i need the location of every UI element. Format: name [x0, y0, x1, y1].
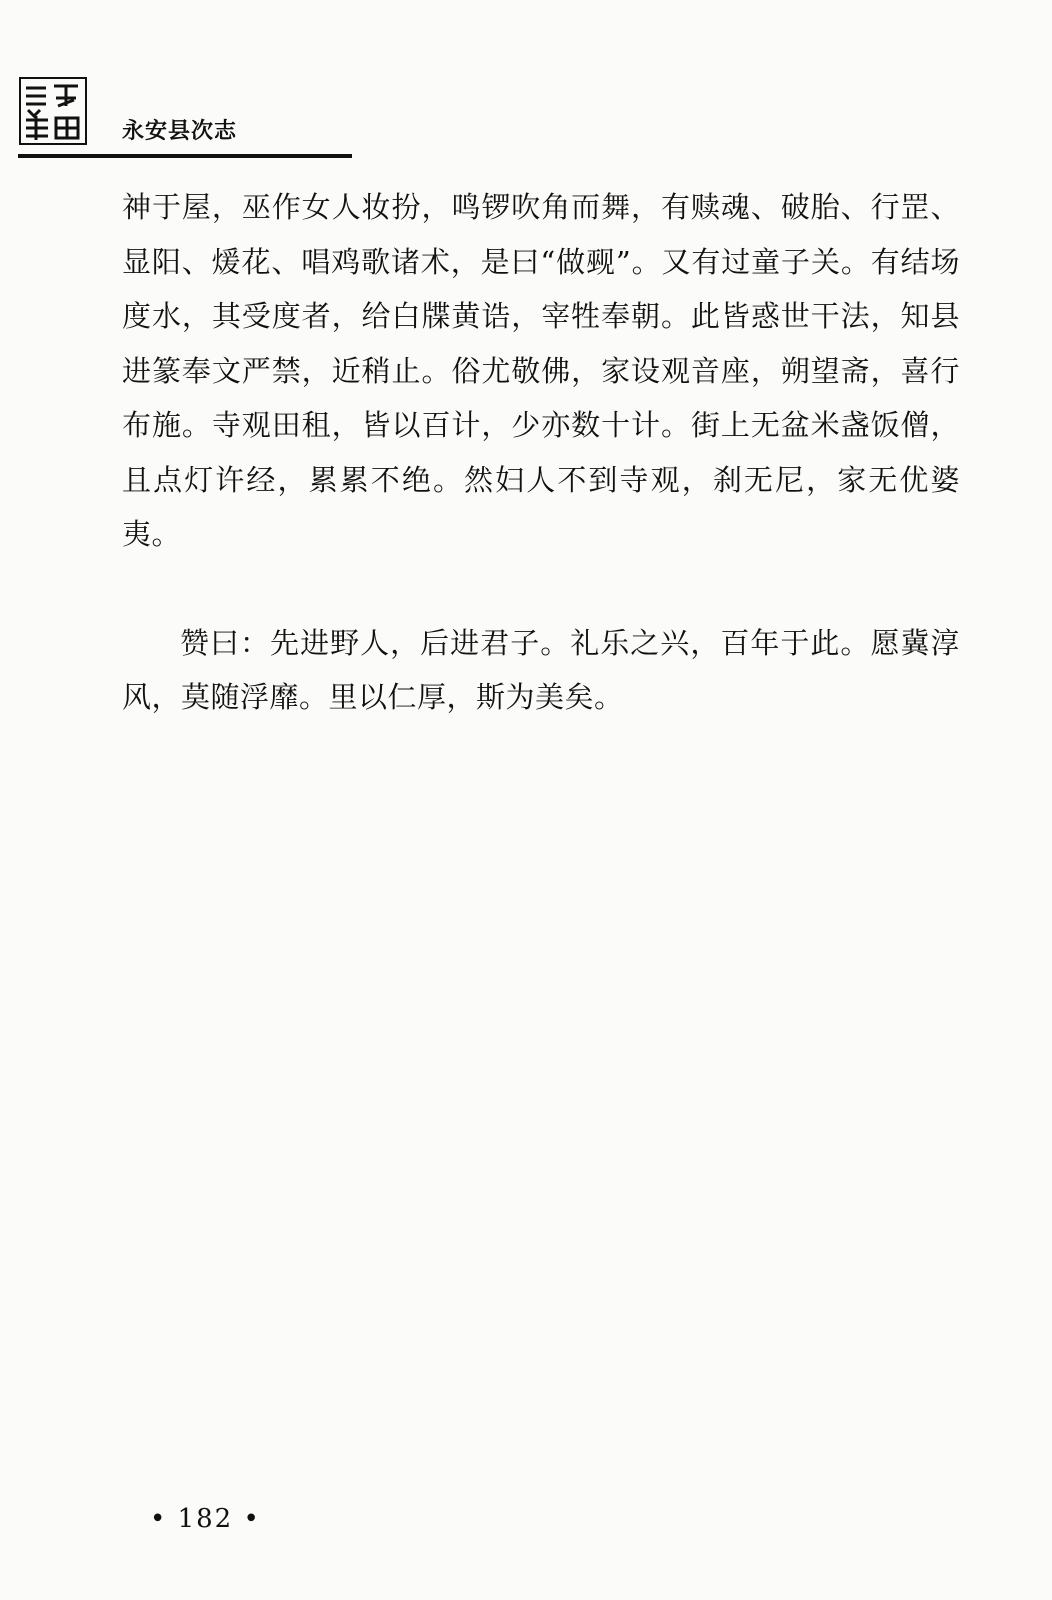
paragraph-eulogy: 赞曰：先进野人，后进君子。礼乐之兴，百年于此。愿冀淳风，莫随浮靡。里以仁厚，斯为美矣。 — [122, 625, 960, 714]
page-number: • 182 • — [150, 1504, 261, 1534]
seal-stamp-icon — [18, 76, 88, 146]
book-title: 永安县次志 — [122, 119, 238, 144]
body-text — [122, 180, 960, 725]
paragraph-main: 神于屋，巫作女人妆扮，鸣锣吹角而舞，有赎魂、破胎、行罡、显阳、煖花、唱鸡歌诸术，是曰“做觋”。又有过童子关。有结场度水，其受度者，给白牒黄诰，宰牲奉朝。此皆惑世干法，知县进篆奉文严禁，近稍止。俗尤敬佛，家设观音座，朔望斋，喜行布施。寺观田租，皆以百计，少亦数十计。街上无盆米盏饭僧，且点灯许经，累累不绝。然妇人不到寺观，刹无尼，家无优婆夷。 — [122, 190, 960, 551]
page-header — [18, 70, 358, 162]
header-rule — [18, 154, 352, 158]
